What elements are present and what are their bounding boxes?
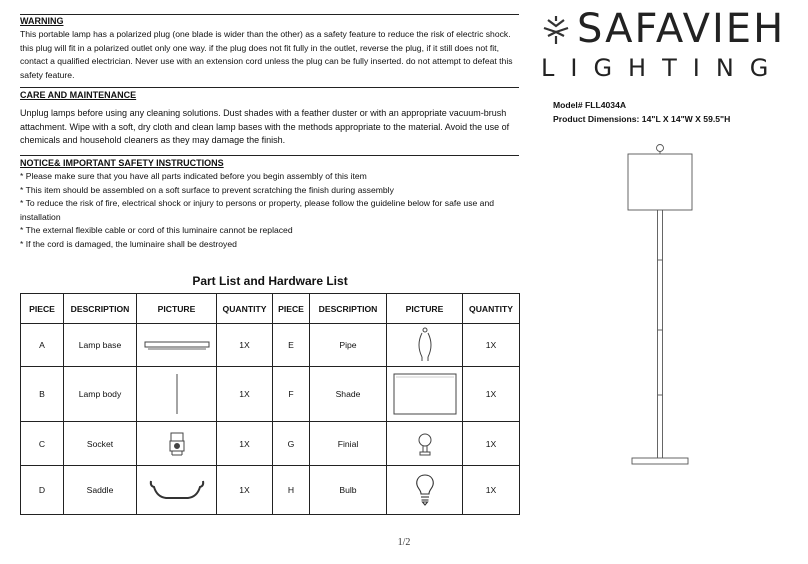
warning-title: WARNING (20, 16, 64, 26)
notice-title: NOTICE& IMPORTANT SAFETY INSTRUCTIONS (20, 158, 224, 168)
notice-item: * This item should be assembled on a soft surface to prevent scratching the finish during assembly (20, 184, 394, 195)
pipe-icon (410, 327, 440, 363)
picture-cell (387, 367, 463, 422)
description-cell: Finial (310, 422, 387, 466)
table-row (21, 324, 520, 367)
quantity-cell: 1X (463, 422, 520, 466)
finial-icon (415, 432, 435, 456)
notice-item: * The external flexible cable or cord of this luminaire cannot be replaced (20, 225, 293, 236)
brand-sub: LIGHTING (541, 54, 785, 82)
warning-text: This portable lamp has a polarized plug (one blade is wider than the other) as a safety feature to reduce the risk of electric shock. this plug will fit in a polarized outlet only one way. if the plug does not fit fully in the outlet, reverse the plug, if it still does not fit, contact a qualified electrician. Never use with an extension cord unless the plug can be fully inserted. do not attempt to defeat this safety feature. (20, 29, 513, 80)
description-cell: Lamp base (64, 324, 137, 367)
piece-cell: G (273, 422, 310, 466)
lamp-body-icon (172, 373, 182, 415)
description-cell: Saddle (64, 466, 137, 515)
quantity-cell: 1X (217, 324, 273, 367)
piece-cell: F (273, 367, 310, 422)
chandelier-icon (540, 14, 572, 46)
page-number: 1/2 (397, 537, 411, 548)
header-picture: PICTURE (387, 294, 463, 324)
table-title: Part List and Hardware List (192, 274, 348, 288)
description-cell: Pipe (310, 324, 387, 367)
description-cell: Socket (64, 422, 137, 466)
header-description: DESCRIPTION (64, 294, 137, 324)
piece-cell: B (21, 367, 64, 422)
piece-cell: E (273, 324, 310, 367)
quantity-cell: 1X (217, 466, 273, 515)
notice-item: * To reduce the risk of fire, electrical shock or injury to persons or property, please follow the guideline below for safe use and installation (20, 198, 495, 222)
picture-cell (137, 422, 217, 466)
picture-cell (137, 367, 217, 422)
piece-cell: A (21, 324, 64, 367)
model-number: Model# FLL4034A (553, 100, 627, 110)
quantity-cell: 1X (463, 367, 520, 422)
table-header-row (21, 294, 520, 324)
table-row (21, 422, 520, 466)
header-piece: PIECE (21, 294, 64, 324)
bulb-icon (414, 473, 436, 507)
header-picture: PICTURE (137, 294, 217, 324)
care-title: CARE AND MAINTENANCE (20, 90, 137, 100)
picture-cell (137, 466, 217, 515)
piece-cell: C (21, 422, 64, 466)
brand-name: SAFAVIEH (577, 6, 786, 52)
saddle-icon (148, 477, 206, 503)
quantity-cell: 1X (463, 324, 520, 367)
shade-icon (392, 372, 458, 416)
picture-cell (387, 466, 463, 515)
picture-cell (387, 422, 463, 466)
description-cell: Bulb (310, 466, 387, 515)
warning-section (20, 14, 520, 82)
piece-cell: H (273, 466, 310, 515)
header-description: DESCRIPTION (310, 294, 387, 324)
care-text: Unplug lamps before using any cleaning solutions. Dust shades with a feather duster or with an appropriate vacuum-brush attachment. Wipe with a soft, dry cloth and clean lamp bases with the methods appropriate to the material. Avoid the use of chemicals and household cleaners as they may damage the finish. (20, 108, 510, 146)
header-quantity: QUANTITY (217, 294, 273, 324)
picture-cell (387, 324, 463, 367)
product-dimensions: Product Dimensions: 14"L X 14"W X 59.5"H (553, 114, 731, 124)
header-quantity: QUANTITY (463, 294, 520, 324)
quantity-cell: 1X (217, 422, 273, 466)
floor-lamp-illustration (610, 140, 710, 470)
piece-cell: D (21, 466, 64, 515)
picture-cell (137, 324, 217, 367)
socket-icon (167, 431, 187, 457)
care-section (20, 88, 520, 148)
table-row (21, 466, 520, 515)
description-cell: Lamp body (64, 367, 137, 422)
notice-item: * Please make sure that you have all parts indicated before you begin assembly of this item (20, 171, 367, 181)
parts-table (20, 293, 520, 515)
quantity-cell: 1X (463, 466, 520, 515)
table-row (21, 367, 520, 422)
quantity-cell: 1X (217, 367, 273, 422)
description-cell: Shade (310, 367, 387, 422)
notice-item: * If the cord is damaged, the luminaire shall be destroyed (20, 238, 237, 249)
header-piece: PIECE (273, 294, 310, 324)
lamp-base-icon (142, 339, 212, 351)
notice-section (20, 156, 520, 252)
